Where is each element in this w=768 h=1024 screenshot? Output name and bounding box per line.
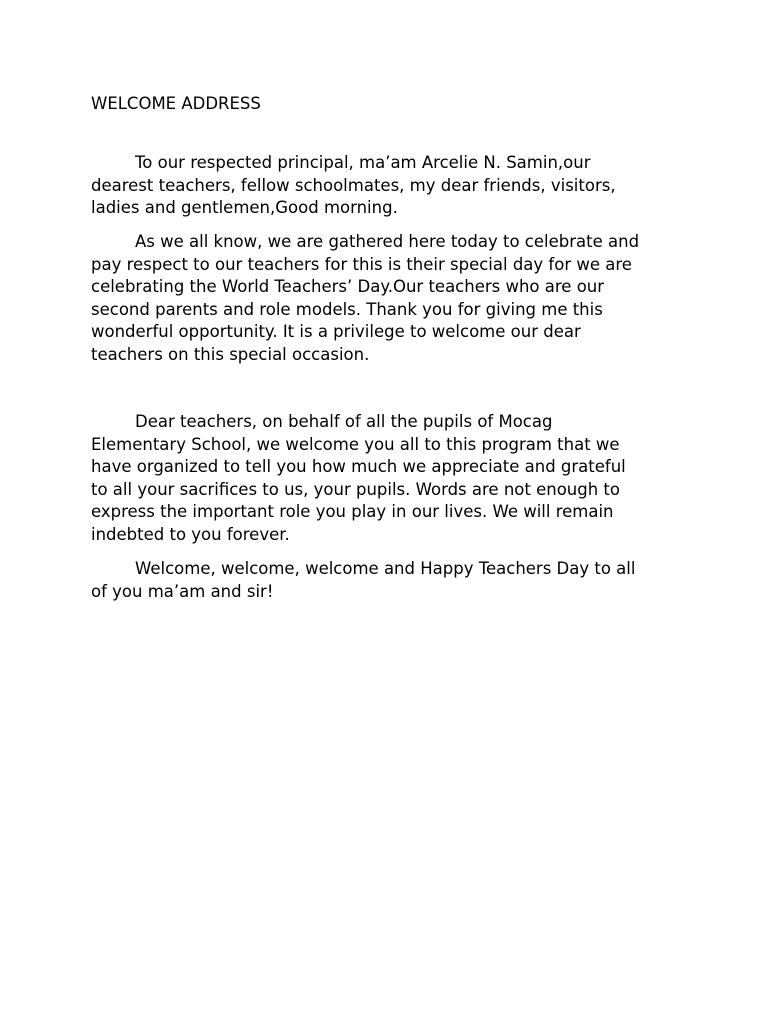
paragraph-line: Elementary School, we welcome you all to this program that we <box>91 434 620 454</box>
paragraph-closing <box>91 558 691 603</box>
paragraph-line: Dear teachers, on behalf of all the pupils of Mocag <box>135 412 553 431</box>
paragraph-greeting <box>91 152 691 220</box>
paragraph-appreciation <box>91 411 691 547</box>
paragraph-line: indebted to you forever. <box>91 524 290 544</box>
paragraph-line: to all your sacrifices to us, your pupils. Words are not enough to <box>91 479 620 499</box>
paragraph-line: celebrating the World Teachers’ Day.Our teachers who are our <box>91 277 605 297</box>
paragraph-line: express the important role you play in our lives. We will remain <box>91 502 614 522</box>
paragraph-line: To our respected principal, ma’am Arcelie N. Samin,our <box>135 153 591 172</box>
paragraph-line: teachers on this special occasion. <box>91 344 370 364</box>
paragraph-line: As we all know, we are gathered here today to celebrate and <box>135 232 640 251</box>
document-title: WELCOME ADDRESS <box>91 94 261 113</box>
paragraph-line: of you ma’am and sir! <box>91 581 274 601</box>
paragraph-line: pay respect to our teachers for this is their special day for we are <box>91 254 632 274</box>
paragraph-line: Welcome, welcome, welcome and Happy Teachers Day to all <box>135 559 636 578</box>
paragraph-purpose <box>91 231 691 367</box>
paragraph-line: dearest teachers, fellow schoolmates, my dear friends, visitors, <box>91 175 616 195</box>
paragraph-line: second parents and role models. Thank you for giving me this <box>91 299 603 319</box>
paragraph-line: wonderful opportunity. It is a privilege to welcome our dear <box>91 322 581 342</box>
paragraph-line: have organized to tell you how much we appreciate and grateful <box>91 457 626 477</box>
paragraph-line: ladies and gentlemen,Good morning. <box>91 198 398 218</box>
